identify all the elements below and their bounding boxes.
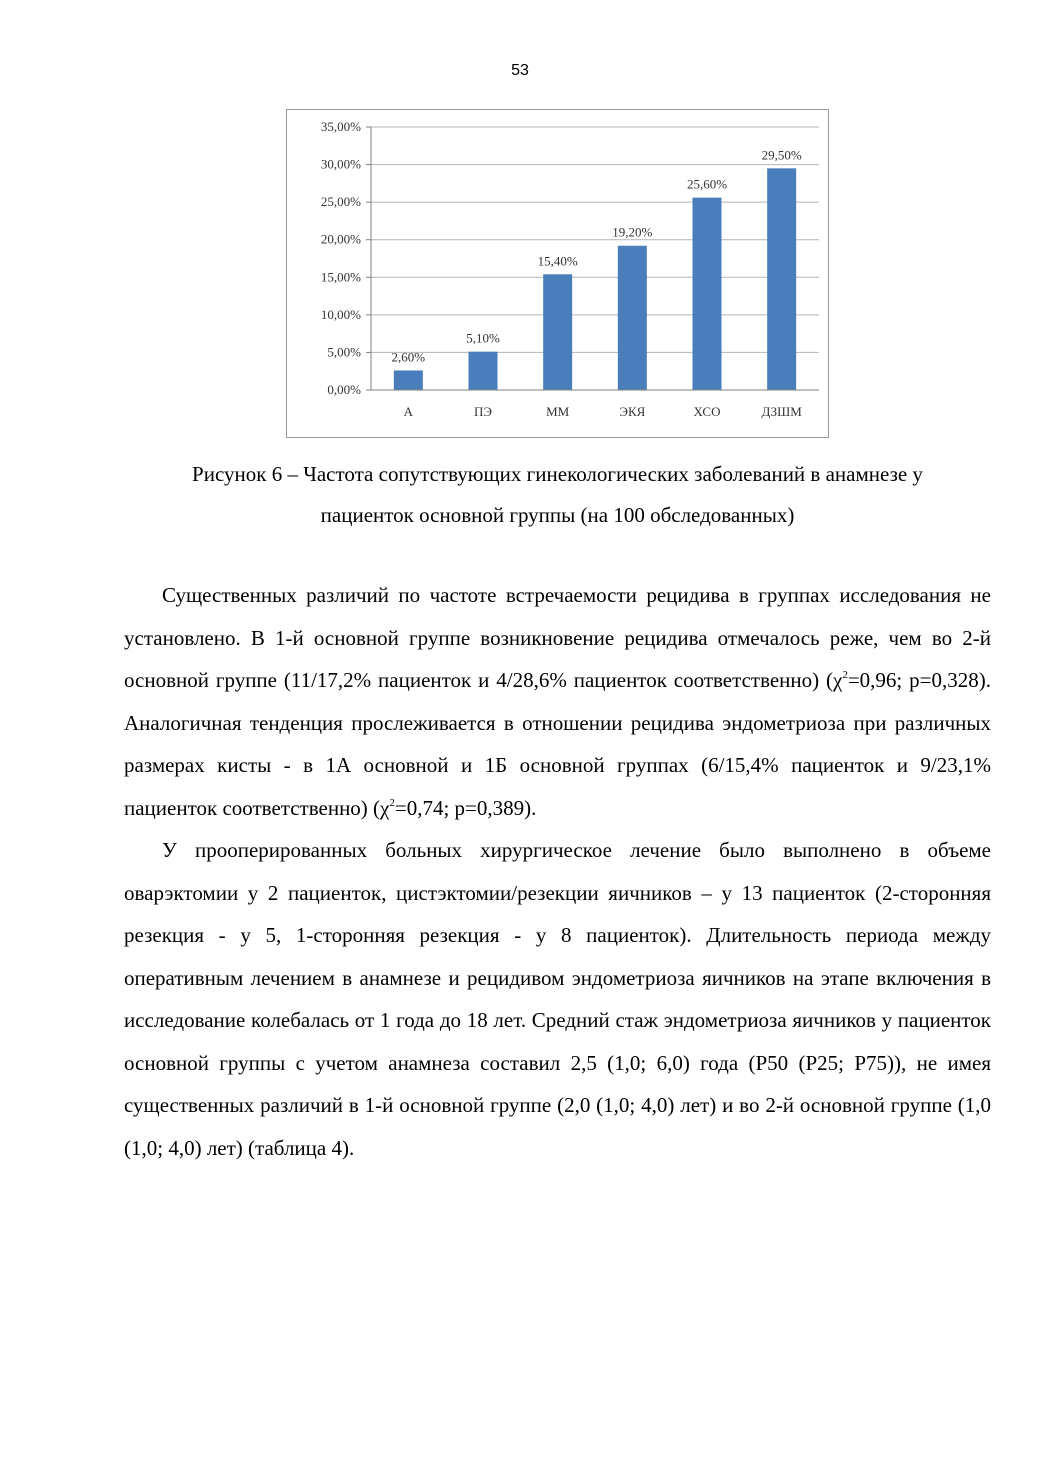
data-label: 15,40% bbox=[537, 253, 578, 269]
bar bbox=[394, 370, 423, 390]
bar-chart-svg bbox=[287, 110, 828, 437]
caption-line-1: Рисунок 6 – Частота сопутствующих гинекологических заболеваний в анамнезе у bbox=[192, 462, 923, 486]
y-tick-label: 0,00% bbox=[327, 382, 361, 397]
x-tick-label: ХСО bbox=[693, 404, 721, 419]
bar bbox=[543, 274, 572, 390]
x-tick-label: ЭКЯ bbox=[619, 404, 646, 419]
bar bbox=[469, 352, 498, 390]
paragraph-1-part-3: =0,74; p=0,389). bbox=[394, 795, 537, 820]
x-tick-label: ММ bbox=[546, 404, 570, 419]
y-tick-label: 10,00% bbox=[320, 306, 361, 322]
paragraph-1-part-1: Существенных различий по частоте встречаемости рецидива в группах исследования не установлено. В 1-й основной группе возникновение рецидива отмечалось реже, чем во 2-й основной группе (11/17,2% пациенток и 4/28,6% пациенток соответственно) (χ bbox=[124, 583, 991, 692]
y-tick-label: 15,00% bbox=[320, 269, 361, 285]
y-tick-label: 35,00% bbox=[320, 119, 361, 134]
caption-line-2: пациенток основной группы (на 100 обследованных) bbox=[320, 503, 795, 527]
chi-square-superscript-1: 2 bbox=[842, 669, 848, 681]
y-tick-label: 5,00% bbox=[327, 344, 361, 360]
y-tick-label: 20,00% bbox=[320, 231, 361, 247]
paragraph-1-part-2: =0,96; p=0,328). Аналогичная тенденция прослеживается в отношении рецидива эндометриоза при различных размерах кисты - в 1А основной и 1Б основной группах (6/15,4% пациенток и 9/23,1% пациенток соответственно) (χ bbox=[124, 668, 991, 820]
bar-chart bbox=[286, 109, 829, 438]
x-tick-label: ПЭ bbox=[474, 404, 492, 419]
page-number: 53 bbox=[511, 62, 529, 79]
paragraph-2: У прооперированных больных хирургическое лечение было выполнено в объеме оварэктомии у 2 пациенток, цистэктомии/резекции яичников – у 13 пациенток (2-сторонняя резекция - у 5, 1-сторонняя резекция - у 8 пациенток). Длительность периода между оперативным лечением в анамнезе и рецидивом эндометриоза яичников на этапе включения в исследование колебалась от 1 года до 18 лет. Средний стаж эндометриоза яичников у пациенток основной группы с учетом анамнеза составил 2,5 (1,0; 6,0) года (P50 (P25; P75)), не имея существенных различий в 1-й основной группе (2,0 (1,0; 4,0) лет) и во 2-й основной группе (1,0 (1,0; 4,0) лет) (таблица 4). bbox=[124, 838, 991, 1160]
bar bbox=[767, 168, 796, 390]
data-label: 5,10% bbox=[466, 330, 500, 346]
data-label: 2,60% bbox=[391, 349, 426, 365]
x-tick-label: ДЗШМ bbox=[761, 404, 802, 419]
data-label: 25,60% bbox=[686, 176, 728, 192]
x-tick-label: А bbox=[403, 404, 414, 419]
bar bbox=[693, 198, 722, 390]
y-tick-label: 30,00% bbox=[320, 156, 361, 172]
y-tick-label: 25,00% bbox=[320, 194, 361, 210]
chi-square-superscript-2: 2 bbox=[389, 796, 395, 809]
data-label: 19,20% bbox=[612, 224, 653, 240]
paragraph-1 bbox=[124, 574, 991, 829]
figure-caption bbox=[100, 454, 1015, 536]
data-label: 29,50% bbox=[761, 147, 802, 163]
bar bbox=[618, 246, 647, 390]
body-text bbox=[124, 574, 991, 1169]
